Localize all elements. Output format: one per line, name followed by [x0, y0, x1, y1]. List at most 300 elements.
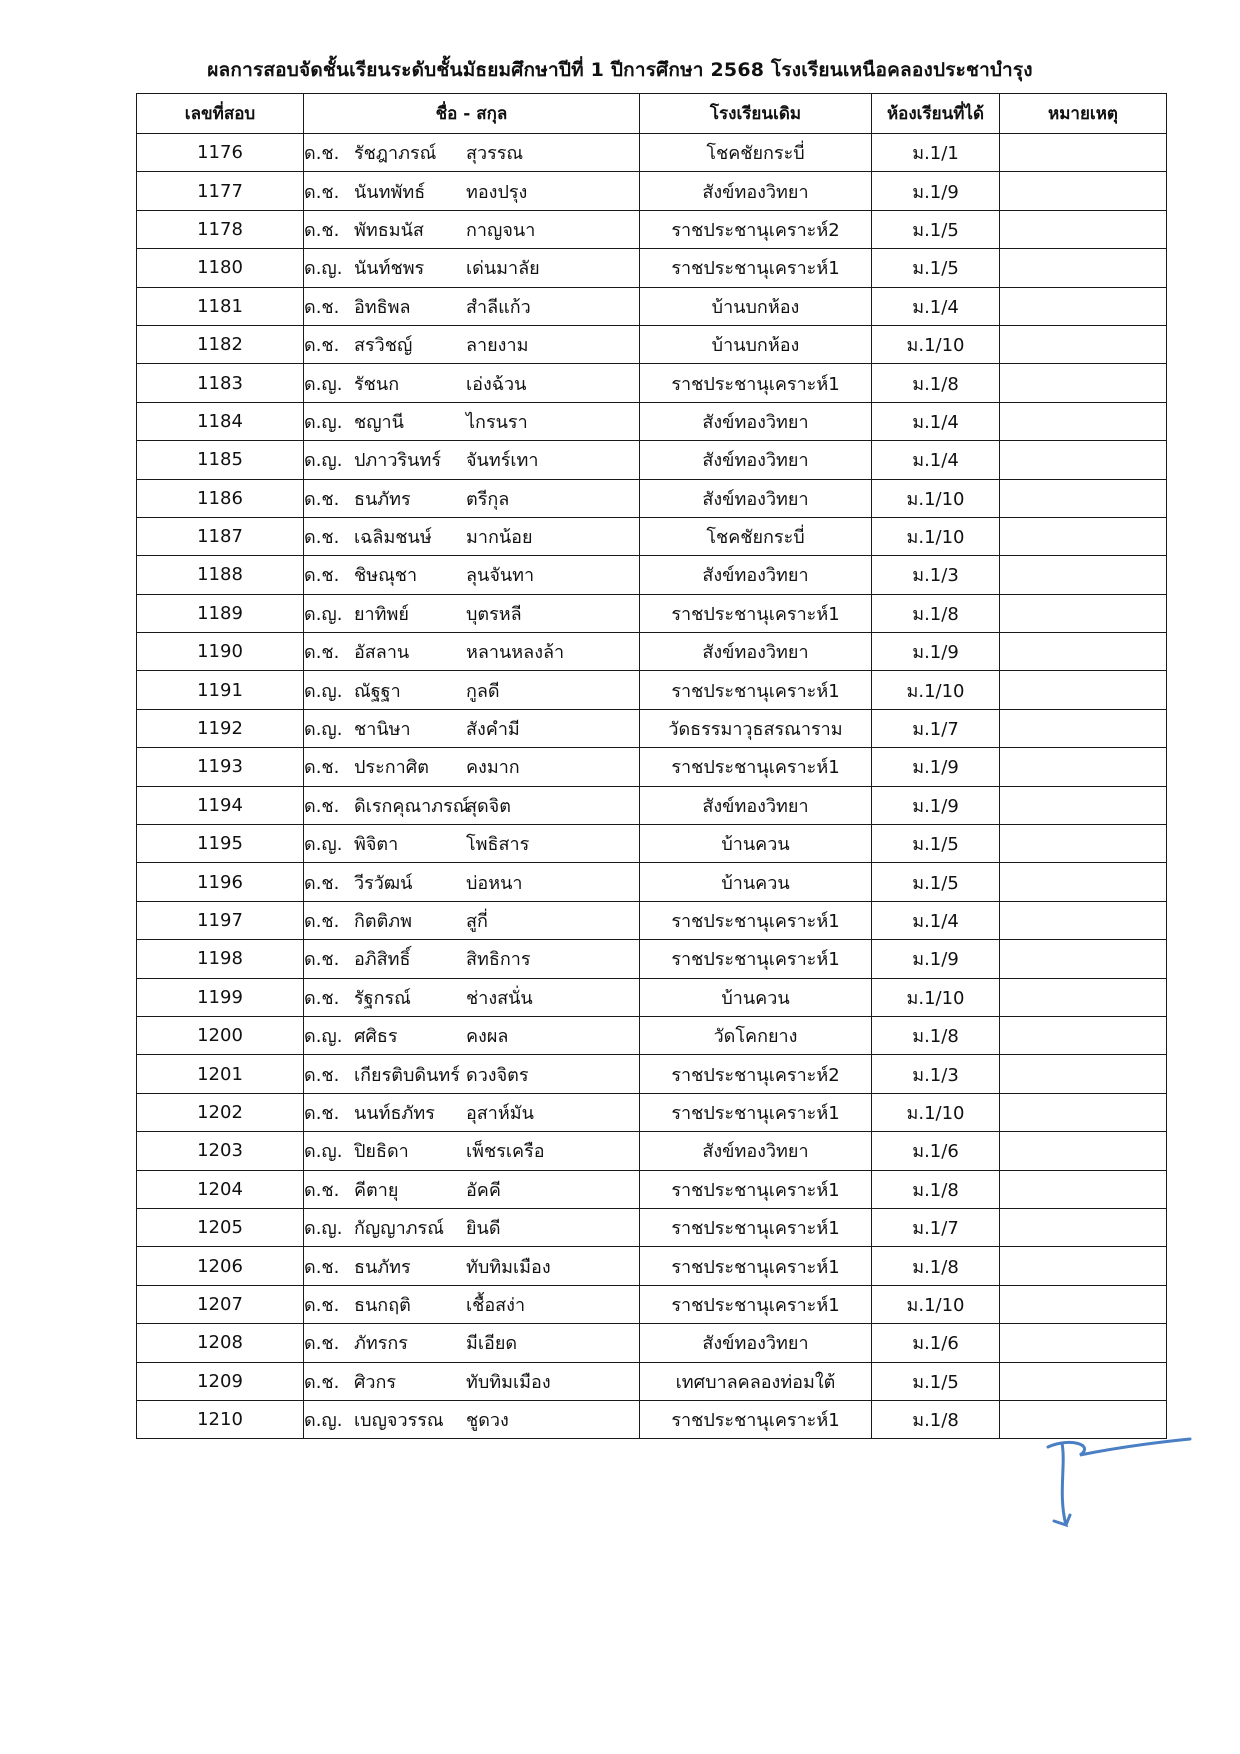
signature-stroke-stem: [1054, 1443, 1070, 1525]
last-name: คงมาก: [466, 757, 520, 779]
last-name: ลุนจันทา: [466, 565, 535, 587]
table-row: [137, 1285, 1167, 1323]
table-row: [137, 1208, 1167, 1246]
note-cell: [1000, 1093, 1167, 1131]
prev-school-cell: สังข์ทองวิทยา: [640, 402, 872, 440]
note-cell: [1000, 479, 1167, 517]
name-cell: [304, 709, 640, 747]
room-cell: ม.1/10: [872, 1285, 1000, 1323]
exam-no-cell: 1181: [137, 287, 304, 325]
first-name: วีรวัฒน์: [354, 872, 413, 894]
name-cell: [304, 978, 640, 1016]
prev-school-cell: สังข์ทองวิทยา: [640, 786, 872, 824]
first-name: ชิษณุชา: [354, 565, 418, 587]
note-cell: [1000, 825, 1167, 863]
note-cell: [1000, 210, 1167, 248]
last-name: สูกี่: [466, 911, 488, 932]
first-name: ประกาศิต: [354, 757, 429, 779]
last-name: จันทร์เทา: [466, 450, 539, 472]
exam-no-cell: 1189: [137, 594, 304, 632]
exam-no-cell: 1198: [137, 940, 304, 978]
table-row: [137, 1400, 1167, 1438]
first-name: ดิเรกคุณาภรณ์: [354, 795, 470, 817]
name-prefix: ด.ช.: [304, 1333, 340, 1355]
first-name: พิจิตา: [354, 834, 399, 856]
room-cell: ม.1/10: [872, 1093, 1000, 1131]
exam-no-cell: 1184: [137, 402, 304, 440]
first-name: ศิวกร: [354, 1371, 397, 1393]
table-row: [137, 1362, 1167, 1400]
table-body: [137, 134, 1167, 1439]
first-name: อิทธิพล: [354, 296, 411, 318]
prev-school-cell: วัดโคกยาง: [640, 1016, 872, 1054]
prev-school-cell: บ้านควน: [640, 863, 872, 901]
exam-no-cell: 1204: [137, 1170, 304, 1208]
room-cell: ม.1/4: [872, 441, 1000, 479]
name-prefix: ด.ช.: [304, 181, 340, 203]
table-row: [137, 287, 1167, 325]
prev-school-cell: สังข์ทองวิทยา: [640, 1324, 872, 1362]
name-cell: [304, 1132, 640, 1170]
prev-school-cell: สังข์ทองวิทยา: [640, 479, 872, 517]
last-name: คงผล: [466, 1026, 509, 1048]
prev-school-cell: ราชประชานุเคราะห์2: [640, 210, 872, 248]
room-cell: ม.1/4: [872, 287, 1000, 325]
first-name: รัฐกรณ์: [354, 987, 411, 1009]
room-cell: ม.1/5: [872, 825, 1000, 863]
exam-no-cell: 1203: [137, 1132, 304, 1170]
first-name: ปภาวรินทร์: [354, 450, 442, 472]
name-cell: [304, 863, 640, 901]
table-row: [137, 479, 1167, 517]
prev-school-cell: เทศบาลคลองท่อมใต้: [640, 1362, 872, 1400]
note-cell: [1000, 1170, 1167, 1208]
first-name: ธนกฤติ: [354, 1294, 411, 1316]
name-cell: [304, 786, 640, 824]
room-cell: ม.1/8: [872, 1400, 1000, 1438]
table-row: [137, 134, 1167, 172]
name-prefix: ด.ช.: [304, 1102, 340, 1124]
prev-school-cell: ราชประชานุเคราะห์1: [640, 1400, 872, 1438]
prev-school-cell: ราชประชานุเคราะห์1: [640, 364, 872, 402]
exam-no-cell: 1192: [137, 709, 304, 747]
first-name: ภัทรกร: [354, 1333, 408, 1355]
header-prev-school: โรงเรียนเดิม: [640, 94, 872, 134]
note-cell: [1000, 325, 1167, 363]
first-name: ชญานี: [354, 411, 404, 433]
note-cell: [1000, 863, 1167, 901]
name-prefix: ด.ช.: [304, 987, 340, 1009]
table-row: [137, 825, 1167, 863]
table-row: [137, 594, 1167, 632]
room-cell: ม.1/6: [872, 1324, 1000, 1362]
last-name: ทับทิมเมือง: [466, 1256, 551, 1278]
exam-no-cell: 1183: [137, 364, 304, 402]
room-cell: ม.1/8: [872, 1016, 1000, 1054]
table-row: [137, 441, 1167, 479]
page-title: ผลการสอบจัดชั้นเรียนระดับชั้นมัธยมศึกษาปีที่ 1 ปีการศึกษา 2568 โรงเรียนเหนือคลองประชาบำรุง: [207, 59, 1033, 81]
room-cell: ม.1/10: [872, 978, 1000, 1016]
name-cell: [304, 825, 640, 863]
note-cell: [1000, 940, 1167, 978]
first-name: อัสลาน: [354, 642, 410, 664]
header-room: ห้องเรียนที่ได้: [872, 94, 1000, 134]
name-prefix: ด.ญ.: [304, 258, 343, 280]
last-name: ไกรนรา: [466, 411, 528, 433]
last-name: ชูดวง: [466, 1410, 509, 1432]
name-prefix: ด.ช.: [304, 565, 340, 587]
first-name: ยาทิพย์: [354, 603, 409, 625]
last-name: กาญจนา: [466, 219, 536, 241]
name-prefix: ด.ช.: [304, 911, 340, 932]
note-cell: [1000, 1016, 1167, 1054]
name-prefix: ด.ช.: [304, 1294, 340, 1316]
name-prefix: ด.ญ.: [304, 450, 343, 472]
exam-no-cell: 1199: [137, 978, 304, 1016]
name-prefix: ด.ช.: [304, 795, 340, 817]
table-row: [137, 1170, 1167, 1208]
table-row: [137, 556, 1167, 594]
prev-school-cell: สังข์ทองวิทยา: [640, 172, 872, 210]
note-cell: [1000, 364, 1167, 402]
prev-school-cell: ราชประชานุเคราะห์1: [640, 594, 872, 632]
room-cell: ม.1/5: [872, 210, 1000, 248]
name-cell: [304, 633, 640, 671]
last-name: สำลีแก้ว: [466, 296, 531, 318]
name-prefix: ด.ญ.: [304, 603, 343, 625]
prev-school-cell: ราชประชานุเคราะห์2: [640, 1055, 872, 1093]
exam-no-cell: 1191: [137, 671, 304, 709]
table-row: [137, 325, 1167, 363]
note-cell: [1000, 748, 1167, 786]
table-row: [137, 709, 1167, 747]
first-name: กิตติภพ: [354, 911, 413, 932]
note-cell: [1000, 978, 1167, 1016]
table-row: [137, 1016, 1167, 1054]
name-cell: [304, 479, 640, 517]
note-cell: [1000, 594, 1167, 632]
room-cell: ม.1/8: [872, 594, 1000, 632]
prev-school-cell: ราชประชานุเคราะห์1: [640, 1170, 872, 1208]
name-cell: [304, 1208, 640, 1246]
exam-no-cell: 1187: [137, 517, 304, 555]
room-cell: ม.1/9: [872, 748, 1000, 786]
name-cell: [304, 364, 640, 402]
note-cell: [1000, 1324, 1167, 1362]
first-name: นนท์ธภัทร: [354, 1102, 435, 1124]
exam-no-cell: 1177: [137, 172, 304, 210]
exam-no-cell: 1190: [137, 633, 304, 671]
last-name: เพ็ชรเครือ: [466, 1141, 545, 1163]
name-cell: [304, 1093, 640, 1131]
name-prefix: ด.ญ.: [304, 373, 343, 395]
table-row: [137, 671, 1167, 709]
name-cell: [304, 441, 640, 479]
note-cell: [1000, 709, 1167, 747]
prev-school-cell: ราชประชานุเคราะห์1: [640, 1285, 872, 1323]
exam-no-cell: 1196: [137, 863, 304, 901]
name-cell: [304, 671, 640, 709]
prev-school-cell: ราชประชานุเคราะห์1: [640, 940, 872, 978]
table-row: [137, 940, 1167, 978]
room-cell: ม.1/1: [872, 134, 1000, 172]
room-cell: ม.1/7: [872, 1208, 1000, 1246]
first-name: นันท์ชพร: [354, 258, 425, 280]
prev-school-cell: บ้านควน: [640, 825, 872, 863]
room-cell: ม.1/5: [872, 1362, 1000, 1400]
name-prefix: ด.ญ.: [304, 680, 343, 702]
table-row: [137, 517, 1167, 555]
prev-school-cell: สังข์ทองวิทยา: [640, 1132, 872, 1170]
note-cell: [1000, 1362, 1167, 1400]
name-cell: [304, 1285, 640, 1323]
first-name: กัญญาภรณ์: [354, 1218, 444, 1240]
room-cell: ม.1/10: [872, 671, 1000, 709]
table-row: [137, 748, 1167, 786]
name-cell: [304, 556, 640, 594]
note-cell: [1000, 1247, 1167, 1285]
prev-school-cell: บ้านบกห้อง: [640, 325, 872, 363]
note-cell: [1000, 441, 1167, 479]
room-cell: ม.1/3: [872, 556, 1000, 594]
name-prefix: ด.ช.: [304, 1064, 340, 1086]
room-cell: ม.1/10: [872, 479, 1000, 517]
note-cell: [1000, 1208, 1167, 1246]
name-cell: [304, 325, 640, 363]
exam-no-cell: 1178: [137, 210, 304, 248]
name-prefix: ด.ญ.: [304, 1141, 343, 1163]
first-name: พัทธมนัส: [354, 219, 424, 241]
table-row: [137, 402, 1167, 440]
note-cell: [1000, 671, 1167, 709]
exam-no-cell: 1201: [137, 1055, 304, 1093]
name-prefix: ด.ช.: [304, 642, 340, 664]
prev-school-cell: โชคชัยกระบี่: [640, 134, 872, 172]
name-cell: [304, 1362, 640, 1400]
note-cell: [1000, 1132, 1167, 1170]
first-name: ปิยธิดา: [354, 1141, 409, 1163]
table-row: [137, 863, 1167, 901]
last-name: อุสาห์มัน: [466, 1102, 534, 1124]
name-prefix: ด.ญ.: [304, 719, 343, 741]
last-name: เด่นมาลัย: [466, 258, 540, 280]
note-cell: [1000, 901, 1167, 939]
table-row: [137, 1132, 1167, 1170]
first-name: นันทพัทธ์: [354, 181, 426, 203]
first-name: สรวิชญ์: [354, 335, 413, 357]
last-name: บ่อหนา: [466, 872, 523, 894]
name-cell: [304, 1055, 640, 1093]
header-exam-no: เลขที่สอบ: [137, 94, 304, 134]
room-cell: ม.1/9: [872, 940, 1000, 978]
table-row: [137, 978, 1167, 1016]
name-prefix: ด.ช.: [304, 296, 340, 318]
prev-school-cell: ราชประชานุเคราะห์1: [640, 1208, 872, 1246]
signature-mark: [1040, 1425, 1200, 1535]
first-name: เบญจวรรณ: [354, 1410, 444, 1432]
last-name: มีเอียด: [466, 1333, 518, 1355]
table-row: [137, 1093, 1167, 1131]
prev-school-cell: บ้านบกห้อง: [640, 287, 872, 325]
last-name: โพธิสาร: [466, 834, 530, 856]
exam-no-cell: 1195: [137, 825, 304, 863]
exam-no-cell: 1182: [137, 325, 304, 363]
note-cell: [1000, 786, 1167, 824]
prev-school-cell: ราชประชานุเคราะห์1: [640, 748, 872, 786]
name-prefix: ด.ญ.: [304, 1218, 343, 1240]
exam-no-cell: 1188: [137, 556, 304, 594]
prev-school-cell: ราชประชานุเคราะห์1: [640, 1247, 872, 1285]
name-cell: [304, 1400, 640, 1438]
room-cell: ม.1/10: [872, 325, 1000, 363]
prev-school-cell: บ้านควน: [640, 978, 872, 1016]
header-note: หมายเหตุ: [1000, 94, 1167, 134]
last-name: ตรีกุล: [466, 488, 510, 510]
first-name: รัชฎาภรณ์: [354, 143, 437, 165]
last-name: เอ่งฉ้วน: [466, 373, 527, 395]
table-row: [137, 1055, 1167, 1093]
last-name: ลายงาม: [466, 335, 529, 357]
first-name: อภิสิทธิ์: [354, 949, 411, 971]
table-row: [137, 1247, 1167, 1285]
name-prefix: ด.ช.: [304, 219, 340, 241]
room-cell: ม.1/9: [872, 786, 1000, 824]
table-row: [137, 786, 1167, 824]
prev-school-cell: สังข์ทองวิทยา: [640, 556, 872, 594]
name-cell: [304, 748, 640, 786]
last-name: หลานหลงล้า: [466, 642, 565, 664]
name-prefix: ด.ช.: [304, 488, 340, 510]
note-cell: [1000, 402, 1167, 440]
prev-school-cell: สังข์ทองวิทยา: [640, 633, 872, 671]
last-name: สิทธิการ: [466, 949, 531, 971]
exam-no-cell: 1180: [137, 249, 304, 287]
table-row: [137, 1324, 1167, 1362]
first-name: ศศิธร: [354, 1026, 398, 1048]
first-name: เฉลิมชนษ์: [354, 527, 432, 549]
name-cell: [304, 940, 640, 978]
table-row: [137, 210, 1167, 248]
room-cell: ม.1/3: [872, 1055, 1000, 1093]
name-cell: [304, 402, 640, 440]
name-prefix: ด.ญ.: [304, 1026, 343, 1048]
exam-no-cell: 1185: [137, 441, 304, 479]
room-cell: ม.1/7: [872, 709, 1000, 747]
exam-no-cell: 1202: [137, 1093, 304, 1131]
last-name: อัคคี: [466, 1179, 501, 1201]
prev-school-cell: วัดธรรมาวุธสรณาราม: [640, 709, 872, 747]
name-prefix: ด.ช.: [304, 949, 340, 971]
room-cell: ม.1/9: [872, 172, 1000, 210]
exam-no-cell: 1197: [137, 901, 304, 939]
room-cell: ม.1/6: [872, 1132, 1000, 1170]
exam-no-cell: 1208: [137, 1324, 304, 1362]
room-cell: ม.1/8: [872, 364, 1000, 402]
table-row: [137, 901, 1167, 939]
header-name: ชื่อ - สกุล: [304, 94, 640, 134]
note-cell: [1000, 1055, 1167, 1093]
results-table: [136, 93, 1167, 1439]
name-prefix: ด.ช.: [304, 335, 340, 357]
last-name: มากน้อย: [466, 527, 533, 549]
table-row: [137, 249, 1167, 287]
exam-no-cell: 1207: [137, 1285, 304, 1323]
name-cell: [304, 172, 640, 210]
first-name: ชานิษา: [354, 719, 411, 741]
room-cell: ม.1/4: [872, 402, 1000, 440]
name-cell: [304, 901, 640, 939]
last-name: ดวงจิตร: [466, 1064, 529, 1086]
note-cell: [1000, 517, 1167, 555]
name-prefix: ด.ช.: [304, 1179, 340, 1201]
last-name: กูลดี: [466, 680, 500, 702]
table-row: [137, 633, 1167, 671]
exam-no-cell: 1206: [137, 1247, 304, 1285]
name-prefix: ด.ญ.: [304, 834, 343, 856]
name-prefix: ด.ช.: [304, 1371, 340, 1393]
exam-no-cell: 1209: [137, 1362, 304, 1400]
prev-school-cell: ราชประชานุเคราะห์1: [640, 249, 872, 287]
name-cell: [304, 210, 640, 248]
last-name: ทับทิมเมือง: [466, 1371, 551, 1393]
table-header-row: [137, 94, 1167, 134]
prev-school-cell: โชคชัยกระบี่: [640, 517, 872, 555]
prev-school-cell: ราชประชานุเคราะห์1: [640, 901, 872, 939]
room-cell: ม.1/8: [872, 1170, 1000, 1208]
exam-no-cell: 1176: [137, 134, 304, 172]
last-name: สุดจิต: [466, 795, 511, 817]
first-name: คีตายุ: [354, 1179, 399, 1201]
last-name: สังคำมี: [466, 719, 520, 741]
name-prefix: ด.ช.: [304, 527, 340, 549]
last-name: ทองปรุง: [466, 181, 528, 203]
first-name: ธนภัทร: [354, 488, 411, 510]
name-prefix: ด.ญ.: [304, 1410, 343, 1432]
name-prefix: ด.ช.: [304, 143, 340, 165]
exam-no-cell: 1205: [137, 1208, 304, 1246]
exam-no-cell: 1200: [137, 1016, 304, 1054]
room-cell: ม.1/8: [872, 1247, 1000, 1285]
name-cell: [304, 287, 640, 325]
room-cell: ม.1/5: [872, 863, 1000, 901]
name-prefix: ด.ช.: [304, 1256, 340, 1278]
name-cell: [304, 1247, 640, 1285]
name-prefix: ด.ญ.: [304, 411, 343, 433]
note-cell: [1000, 134, 1167, 172]
first-name: เกียรติบดินทร์: [354, 1064, 460, 1086]
table-row: [137, 172, 1167, 210]
prev-school-cell: ราชประชานุเคราะห์1: [640, 1093, 872, 1131]
name-cell: [304, 517, 640, 555]
first-name: รัชนก: [354, 373, 400, 395]
name-prefix: ด.ช.: [304, 872, 340, 894]
room-cell: ม.1/9: [872, 633, 1000, 671]
note-cell: [1000, 287, 1167, 325]
first-name: ธนภัทร: [354, 1256, 411, 1278]
name-cell: [304, 1170, 640, 1208]
room-cell: ม.1/10: [872, 517, 1000, 555]
last-name: เชื้อสง่า: [466, 1294, 526, 1316]
name-cell: [304, 249, 640, 287]
last-name: สุวรรณ: [466, 143, 524, 165]
note-cell: [1000, 172, 1167, 210]
note-cell: [1000, 1285, 1167, 1323]
note-cell: [1000, 556, 1167, 594]
name-cell: [304, 134, 640, 172]
exam-no-cell: 1194: [137, 786, 304, 824]
last-name: บุตรหลี: [466, 603, 522, 625]
exam-no-cell: 1193: [137, 748, 304, 786]
